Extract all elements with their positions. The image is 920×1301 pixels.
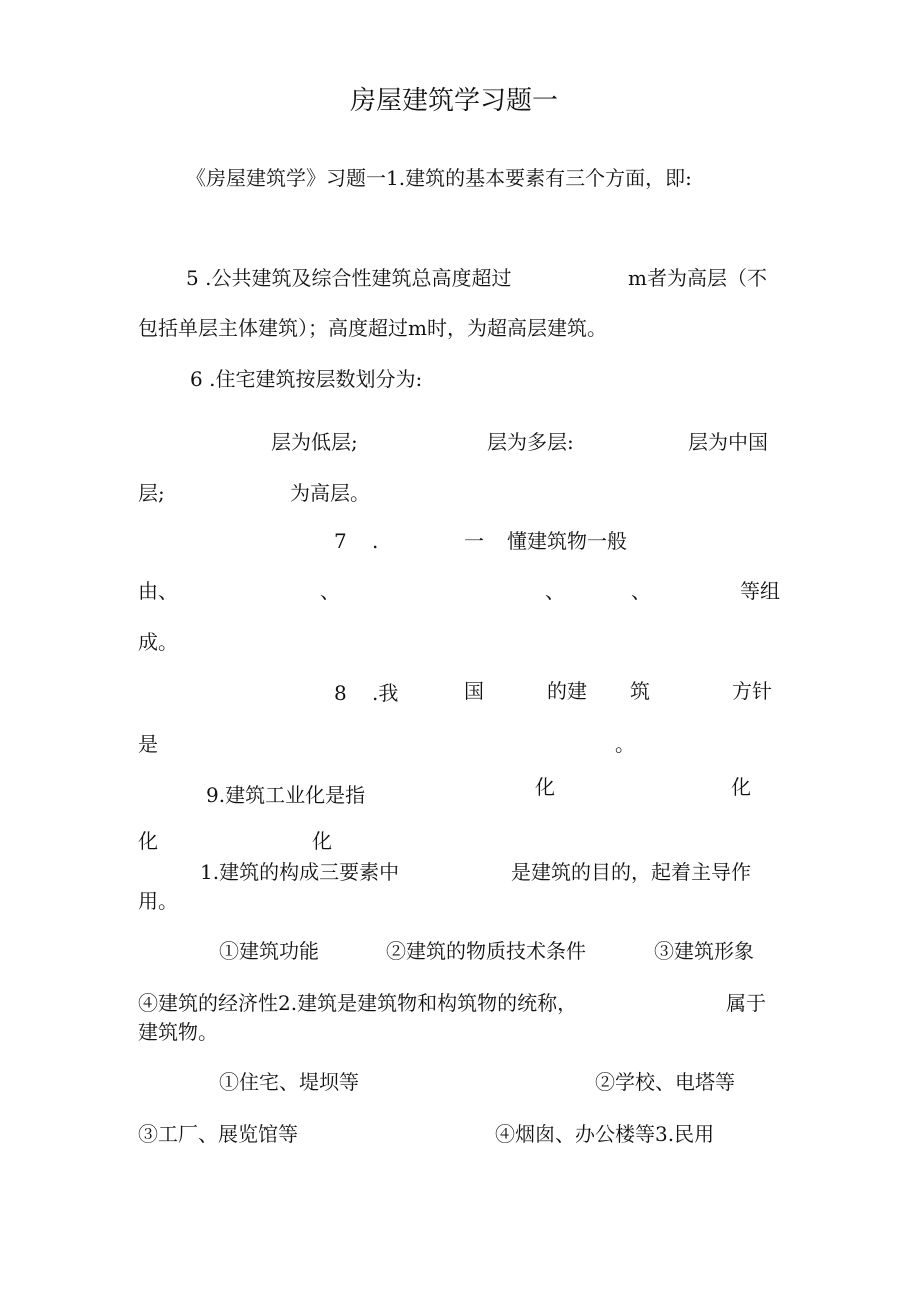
q9-text: 9.建筑工业化是指 <box>206 783 366 807</box>
q7-text: 懂建筑物一般 <box>507 529 627 553</box>
q7-line3: 成。 <box>138 630 178 654</box>
q8-word-1: .我 <box>372 681 399 705</box>
mc2-option-4-and-q3: ④烟囱、办公楼等3.民用 <box>495 1122 715 1146</box>
q9-fragment-4 <box>312 829 334 853</box>
q8-number: 8 <box>334 681 347 705</box>
mc2-option-2: ②学校、电塔等 <box>595 1070 735 1094</box>
q7-number: 7 <box>334 529 347 553</box>
mc1-question-left: 1.建筑的构成三要素中 <box>200 860 400 884</box>
mc2-option-1: ①住宅、堤坝等 <box>219 1070 359 1094</box>
q6-line3-right: 为高层。 <box>290 481 370 505</box>
q8-word-3: 的建 <box>547 679 587 703</box>
intro-line: 《房屋建筑学》习题一1.建筑的基本要素有三个方面，即: <box>186 166 692 190</box>
q6-line3-left: 层; <box>138 481 165 505</box>
mc2-option-3: ③工厂、展览馆等 <box>138 1122 298 1146</box>
q6-multi-floor: 层为多层: <box>487 430 574 454</box>
q6-line1: 6 .住宅建筑按层数划分为: <box>190 367 423 391</box>
q5-line1-left: 5 .公共建筑及综合性建筑总高度超过 <box>186 266 512 290</box>
page-title: 房屋建筑学习题一 <box>350 86 559 116</box>
q2-end: 属于 <box>726 991 766 1015</box>
q9-fragment-3 <box>138 829 198 853</box>
q8-line2-start: 是 <box>138 732 158 756</box>
mc1-question-right: 是建筑的目的，起着主导作 <box>511 860 751 884</box>
mc1-option-4-and-q2: ④建筑的经济性2.建筑是建筑物和构筑物的统称， <box>138 991 578 1015</box>
q9-fragment-2 <box>731 775 757 799</box>
q9-fragment-4-text: 化 <box>312 829 332 853</box>
q7-line2-end: 等组 <box>740 579 780 603</box>
q7-comma-3: 、 <box>631 579 651 603</box>
q2-cont: 建筑物。 <box>138 1020 218 1044</box>
q7-dot: . <box>372 529 379 553</box>
mc1-option-3: ③建筑形象 <box>654 939 754 963</box>
q6-low-floor: 层为低层; <box>271 430 358 454</box>
q9-fragment-3-text: 化 <box>138 829 158 853</box>
mc1-question-cont: 用。 <box>138 889 178 913</box>
q9-fragment-1-text: 化 <box>535 775 555 799</box>
q8-line2-end: 。 <box>615 732 635 756</box>
q7-dash: 一 <box>464 529 484 553</box>
q5-line2: 包括单层主体建筑）；高度超过m时，为超高层建筑。 <box>138 316 607 340</box>
q7-comma-1: 、 <box>320 579 340 603</box>
mc1-option-2: ②建筑的物质技术条件 <box>386 939 586 963</box>
q7-line2-start: 由、 <box>138 579 178 603</box>
q7-comma-2: 、 <box>545 579 565 603</box>
q8-word-5: 方针 <box>732 679 772 703</box>
q9-fragment-1 <box>535 775 561 799</box>
q8-word-2: 国 <box>464 679 484 703</box>
q8-word-4: 筑 <box>630 679 650 703</box>
q9-fragment-2-text: 化 <box>731 775 751 799</box>
q5-line1-right: m者为高层（不 <box>628 266 767 290</box>
mc1-option-1: ①建筑功能 <box>219 939 319 963</box>
q6-mid-floor: 层为中国 <box>688 430 768 454</box>
